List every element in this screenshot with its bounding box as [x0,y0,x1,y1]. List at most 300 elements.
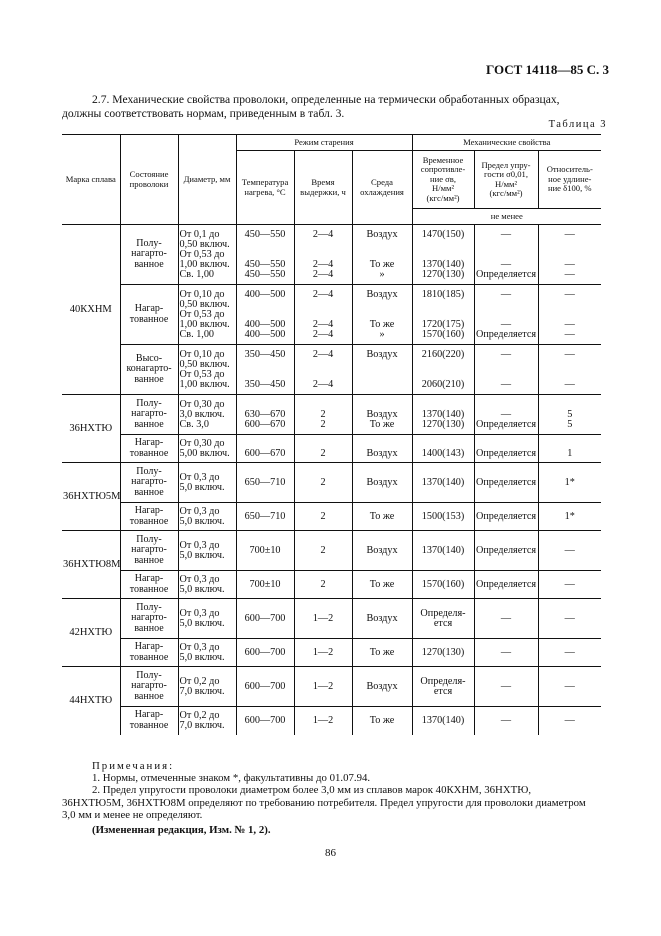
intro-paragraph [62,93,602,121]
v [238,310,293,320]
diameter-line: От 0,3 до [179,641,220,653]
elong-cell: — [538,667,601,707]
min-note: не менее [412,209,601,225]
v: — [564,318,575,330]
state-cell [120,639,178,667]
v: 2 [320,418,326,430]
elastic-cell: Определяется [474,531,538,571]
v [414,439,473,449]
col-strength-l5: (кгс/мм²) [426,192,460,203]
v [354,240,411,250]
v: 1270(130) [421,268,465,280]
v: Воздух [366,447,398,459]
col-temp: Температура нагрева, °С [236,151,294,225]
state-line: ванное [134,554,164,566]
state-line: Нагар- [134,641,164,652]
v [540,360,601,370]
strength-cell [412,599,474,639]
state-line: Высо- [135,352,163,364]
state-line: ванное [134,373,164,385]
col-elong-l2: ное удлине- [548,173,592,184]
diameter-line: 5,0 включ. [179,583,225,595]
diameter-line: 7,0 включ. [179,719,225,731]
col-strength-l3: ние σв, [430,173,457,184]
grade-cell: 40КХНМ [62,225,120,395]
diameter-line: 5,0 включ. [179,515,225,527]
elastic-cell: — [474,667,538,707]
col-state: Состояние проволоки [120,135,178,225]
strength-cell [412,345,474,395]
v [540,370,601,380]
elong-cell [538,225,601,285]
diameter-cell [178,531,236,571]
v: 450—550 [244,268,286,280]
state-cell [120,503,178,531]
diameter-line: Св. 1,00 [179,328,215,340]
diameter-line: От 0,3 до [179,573,220,585]
v: ется [433,685,453,697]
diameter-cell [178,225,236,285]
v [354,250,411,260]
state-cell [120,707,178,735]
v: 400—500 [244,318,286,330]
table-row [62,285,601,345]
diameter-line: 1,00 включ. [179,318,230,330]
v [238,400,293,410]
elong-cell [538,285,601,345]
state-cell [120,225,178,285]
grade-cell: 36НХТЮ8М [62,531,120,599]
v: Определя- [420,675,466,687]
hold-cell [294,285,352,345]
elong-cell: — [538,707,601,735]
elong-cell: — [538,531,601,571]
state-line: Полу- [136,237,162,249]
table-row [62,345,601,395]
v: — [564,328,575,340]
elong-cell: 1* [538,503,601,531]
cooling-cell: То же [352,571,412,599]
state-cell [120,599,178,639]
state-line: ванное [134,418,164,430]
elastic-cell: — [474,707,538,735]
col-elong-l3: ние δ100, % [547,183,592,194]
cooling-cell [352,435,412,463]
note-2-line-2: 36НХТЮ5М, 36НХТЮ8М определяют по требованию потребителя. Предел упругости для проволоки диаметром [62,796,586,809]
state-line: тованное [129,583,169,595]
state-line: ванное [134,690,164,702]
v [540,400,601,410]
v: — [564,268,575,280]
table-row [62,667,601,707]
diameter-line: От 0,30 до [179,398,225,410]
diameter-line: 5,00 включ. [179,447,230,459]
table-row [62,531,601,571]
elong-cell: 1* [538,463,601,503]
strength-cell: 1370(140) [412,463,474,503]
properties-table [62,134,601,735]
hold-cell [294,435,352,463]
hold-cell: 1—2 [294,667,352,707]
v [296,370,351,380]
v [296,240,351,250]
diameter-line: От 0,53 до [179,248,225,260]
diameter-line: 0,50 включ. [179,238,230,250]
col-diameter: Диаметр, мм [178,135,236,225]
elastic-cell [474,395,538,435]
v: — [564,258,575,270]
cooling-cell: Воздух [352,531,412,571]
temp-cell: 700±10 [236,531,294,571]
v [476,300,537,310]
diameter-line: Св. 3,0 [179,418,209,430]
state-line: ванное [134,622,164,634]
strength-cell: 1570(160) [412,571,474,599]
v [414,400,473,410]
v: 350—450 [244,378,286,390]
hold-cell: 1—2 [294,707,352,735]
v [414,370,473,380]
diameter-line: От 0,53 до [179,308,225,320]
diameter-cell [178,463,236,503]
page-number: 86 [325,847,336,859]
strength-cell: 1270(130) [412,639,474,667]
v [296,250,351,260]
cooling-cell: Воздух [352,667,412,707]
v [476,439,537,449]
v: 2—4 [312,228,334,240]
temp-cell [236,435,294,463]
diameter-cell [178,435,236,463]
elong-cell [538,395,601,435]
state-line: нагарто- [131,680,167,692]
diameter-line: От 0,10 до [179,348,225,360]
state-line: Нагар- [134,573,164,584]
temp-cell [236,395,294,435]
v: 2—4 [312,288,334,300]
v [354,370,411,380]
state-cell [120,285,178,345]
v [354,400,411,410]
hold-cell: 2 [294,463,352,503]
v: 350—450 [244,348,286,360]
revision-note: (Измененная редакция, Изм. № 1, 2). [92,824,271,837]
v [238,300,293,310]
v: 5 [567,408,573,420]
hold-cell [294,395,352,435]
v: Воздух [366,288,398,300]
v: 1400(143) [421,447,465,459]
diameter-line: 1,00 включ. [179,258,230,270]
diameter-line: 1,00 включ. [179,378,230,390]
elastic-cell: — [474,639,538,667]
strength-cell: 1370(140) [412,707,474,735]
v [296,300,351,310]
diameter-line: От 0,3 до [179,505,220,517]
v [414,250,473,260]
diameter-line: От 0,2 до [179,709,220,721]
state-line: тованное [129,515,169,527]
temp-cell: 600—700 [236,667,294,707]
strength-cell [412,667,474,707]
col-elastic [474,151,538,209]
diameter-line: От 0,30 до [179,437,225,449]
diameter-line: От 0,3 до [179,539,220,551]
v: 2—4 [312,378,334,390]
strength-cell: 1500(153) [412,503,474,531]
state-line: нагарто- [131,248,167,260]
v: — [500,408,512,420]
state-line: Нагар- [134,437,164,448]
v [354,310,411,320]
diameter-cell [178,667,236,707]
v: — [500,258,512,270]
v [540,310,601,320]
v [238,250,293,260]
table-row [62,395,601,435]
v [540,439,601,449]
hold-cell [294,225,352,285]
diameter-line: 5,0 включ. [179,651,225,663]
table-row [62,707,601,735]
diameter-cell [178,639,236,667]
state-cell [120,435,178,463]
diameter-line: Св. 1,00 [179,268,215,280]
state-line: тованное [129,447,169,459]
v: То же [369,318,395,330]
v: 1720(175) [421,318,465,330]
v [540,250,601,260]
state-line: Полу- [136,465,162,477]
v: 1470(150) [421,228,465,240]
v: 600—670 [244,418,286,430]
temp-cell: 650—710 [236,463,294,503]
table-row [62,435,601,463]
cooling-cell [352,345,412,395]
v: — [500,288,512,300]
elastic-cell: Определяется [474,571,538,599]
v [238,370,293,380]
temp-cell: 600—700 [236,707,294,735]
elong-cell [538,435,601,463]
cooling-cell: То же [352,503,412,531]
v: — [564,348,575,360]
strength-cell [412,225,474,285]
v: — [500,348,512,360]
v: — [564,378,575,390]
v [354,380,411,390]
v: 2060(210) [421,378,465,390]
table-row [62,599,601,639]
intro-line-1: 2.7. Механические свойства проволоки, определенные на термически обработанных образцах, [92,93,560,106]
v: 450—550 [244,228,286,240]
temp-cell: 700±10 [236,571,294,599]
v [476,240,537,250]
v: Воздух [366,228,398,240]
state-cell [120,395,178,435]
state-line: нагарто- [131,544,167,556]
hold-cell: 2 [294,531,352,571]
diameter-line: От 0,3 до [179,607,220,619]
v: То же [369,418,395,430]
col-grade: Марка сплава [62,135,120,225]
temp-cell [236,225,294,285]
state-line: ванное [134,486,164,498]
elong-cell: — [538,571,601,599]
v [414,300,473,310]
strength-cell [412,395,474,435]
elastic-cell [474,285,538,345]
temp-cell: 600—700 [236,639,294,667]
col-strength [412,151,474,209]
grade-cell: 44НХТЮ [62,667,120,735]
page-header: ГОСТ 14118—85 С. 3 [486,62,609,77]
v [354,439,411,449]
state-cell [120,463,178,503]
diameter-cell [178,503,236,531]
intro-line-2: должны соответствовать нормам, приведенным в табл. 3. [62,107,345,120]
v: Определяется [475,268,537,280]
elastic-cell: — [474,599,538,639]
col-aging-group: Режим старения [236,135,412,151]
v [296,360,351,370]
note-1: 1. Нормы, отмеченные знаком *, факультативны до 01.07.94. [92,772,371,785]
temp-cell: 600—700 [236,599,294,639]
state-line: конагарто- [126,363,172,375]
v [476,310,537,320]
elastic-cell [474,435,538,463]
v: — [500,378,512,390]
elastic-cell [474,225,538,285]
v [414,360,473,370]
cooling-cell [352,285,412,345]
cooling-cell [352,225,412,285]
v: 2—4 [312,268,334,280]
diameter-line: 0,50 включ. [179,298,230,310]
state-line: Нагар- [134,303,164,314]
diameter-line: 3,0 включ. [179,408,225,420]
state-line: тованное [129,313,169,325]
v: Определя- [420,607,466,619]
temp-cell [236,285,294,345]
col-elastic-l3: Н/мм² [494,178,518,189]
table-row [62,225,601,285]
note-2-line-3: 3,0 мм и менее не определяют. [62,808,203,821]
state-line: Нагар- [134,505,164,516]
elong-cell: — [538,599,601,639]
diameter-line: От 0,3 до [179,471,220,483]
temp-cell [236,345,294,395]
state-cell [120,667,178,707]
col-mech-group: Механические свойства [412,135,601,151]
cooling-cell [352,395,412,435]
cooling-cell: То же [352,639,412,667]
cooling-cell: Воздух [352,463,412,503]
v [296,310,351,320]
v: 450—550 [244,258,286,270]
col-elastic-l4: (кгс/мм²) [489,188,523,198]
v: » [379,328,385,340]
note-2-line-1: 2. Предел упругости проволоки диаметром более 3,0 мм из сплавов марок 40КХНМ, 36НХТЮ, [92,784,532,797]
v: 2—4 [312,318,334,330]
state-line: тованное [129,719,169,731]
v [476,250,537,260]
v: 1270(130) [421,418,465,430]
col-elong-l1: Относитель- [546,164,593,175]
v: 1370(140) [421,258,465,270]
diameter-cell [178,395,236,435]
table-row [62,639,601,667]
col-strength-l2: сопротивле- [420,164,466,175]
diameter-line: 5,0 включ. [179,617,225,629]
state-cell [120,345,178,395]
state-cell [120,571,178,599]
state-line: Нагар- [134,709,164,721]
v: 2—4 [312,348,334,360]
v: 1810(185) [421,288,465,300]
v [238,360,293,370]
notes-block [62,760,602,836]
v: — [564,288,575,300]
v: 400—500 [244,328,286,340]
diameter-line: 5,0 включ. [179,549,225,561]
v: 2160(220) [421,348,465,360]
table-row [62,503,601,531]
cooling-cell: То же [352,707,412,735]
diameter-cell [178,285,236,345]
state-line: Полу- [136,601,162,613]
v: — [500,228,512,240]
elastic-cell: Определяется [474,503,538,531]
col-hold: Время выдержки, ч [294,151,352,225]
v [354,300,411,310]
hold-cell: 1—2 [294,599,352,639]
v [354,360,411,370]
v [296,439,351,449]
notes-heading: Примечания: [92,760,175,772]
v [296,400,351,410]
v [414,310,473,320]
v: — [500,318,512,330]
v: Определяется [475,418,537,430]
v [414,240,473,250]
v: Определяется [475,328,537,340]
elastic-cell [474,345,538,395]
col-elong [538,151,601,209]
state-line: ванное [134,258,164,270]
diameter-cell [178,571,236,599]
table-row [62,463,601,503]
state-line: нагарто- [131,612,167,624]
v [476,400,537,410]
v [540,240,601,250]
hold-cell: 2 [294,503,352,531]
v: 2 [320,408,326,420]
state-line: тованное [129,651,169,663]
state-line: Полу- [136,397,162,409]
v: » [379,268,385,280]
v: 2—4 [312,328,334,340]
grade-cell: 36НХТЮ5М [62,463,120,531]
diameter-cell [178,599,236,639]
table-row [62,571,601,599]
temp-cell: 650—710 [236,503,294,531]
hold-cell: 1—2 [294,639,352,667]
v [476,360,537,370]
v: Воздух [366,408,398,420]
col-cooling: Среда охлаждения [352,151,412,225]
v: То же [369,258,395,270]
